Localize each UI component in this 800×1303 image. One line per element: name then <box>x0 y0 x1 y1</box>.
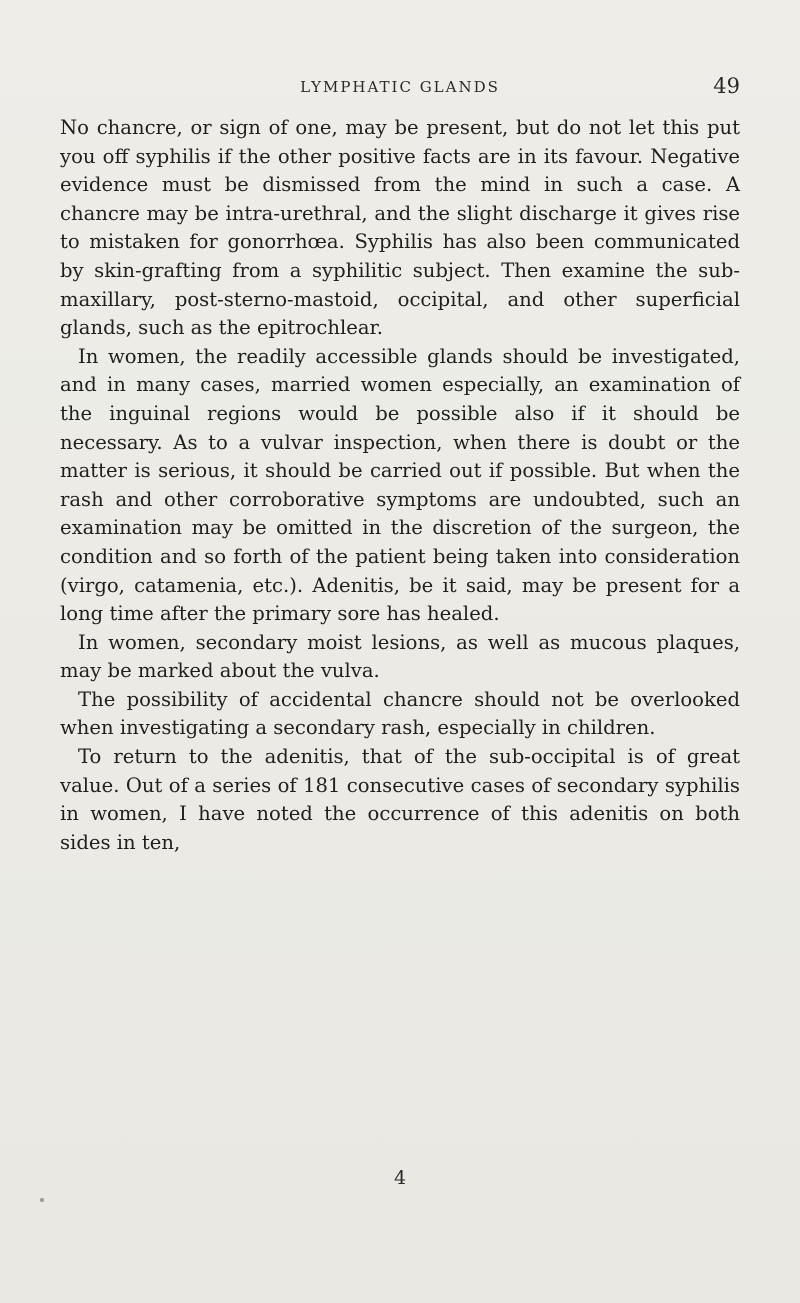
paragraph: No chancre, or sign of one, may be present, but do not let this put you off syphilis if the other positive facts are in its favour. Negative evidence must be dismissed from the mind in such a case. A chancre may be intra-urethral, and the slight discharge it gives rise to mistaken for gonorrhœa. Syphilis has also been communicated by skin-grafting from a syphilitic subject. Then examine the sub-maxillary, post-sterno-mastoid, occipital, and other superficial glands, such as the epitrochlear. <box>60 116 740 340</box>
paragraph: In women, secondary moist lesions, as well as mucous plaques, may be marked about the vulva. <box>60 630 740 683</box>
body-text <box>60 114 740 857</box>
page-number: 49 <box>713 74 740 98</box>
running-head: LYMPHATIC GLANDS <box>300 78 500 96</box>
paragraph: The possibility of accidental chancre should not be overlooked when investigating a secondary rash, especially in children. <box>60 687 740 740</box>
signature-mark: 4 <box>393 1167 407 1189</box>
paper-speck <box>40 1198 44 1202</box>
page-header <box>60 74 740 108</box>
paragraph: In women, the readily accessible glands should be investigated, and in many cases, married women especially, an examination of the inguinal regions would be possible also if it should be necessary. As to a vulvar inspection, when there is doubt or the matter is serious, it should be carried out if possible. But when the rash and other corroborative symptoms are undoubted, such an examination may be omitted in the discretion of the surgeon, the condition and so forth of the patient being taken into consideration (virgo, catamenia, etc.). Adenitis, be it said, may be present for a long time after the primary sore has healed. <box>60 344 740 626</box>
paragraph: To return to the adenitis, that of the sub-occipital is of great value. Out of a series of 181 consecutive cases of secondary syphilis in women, I have noted the occurrence of this adenitis on both sides in ten, <box>60 745 740 854</box>
